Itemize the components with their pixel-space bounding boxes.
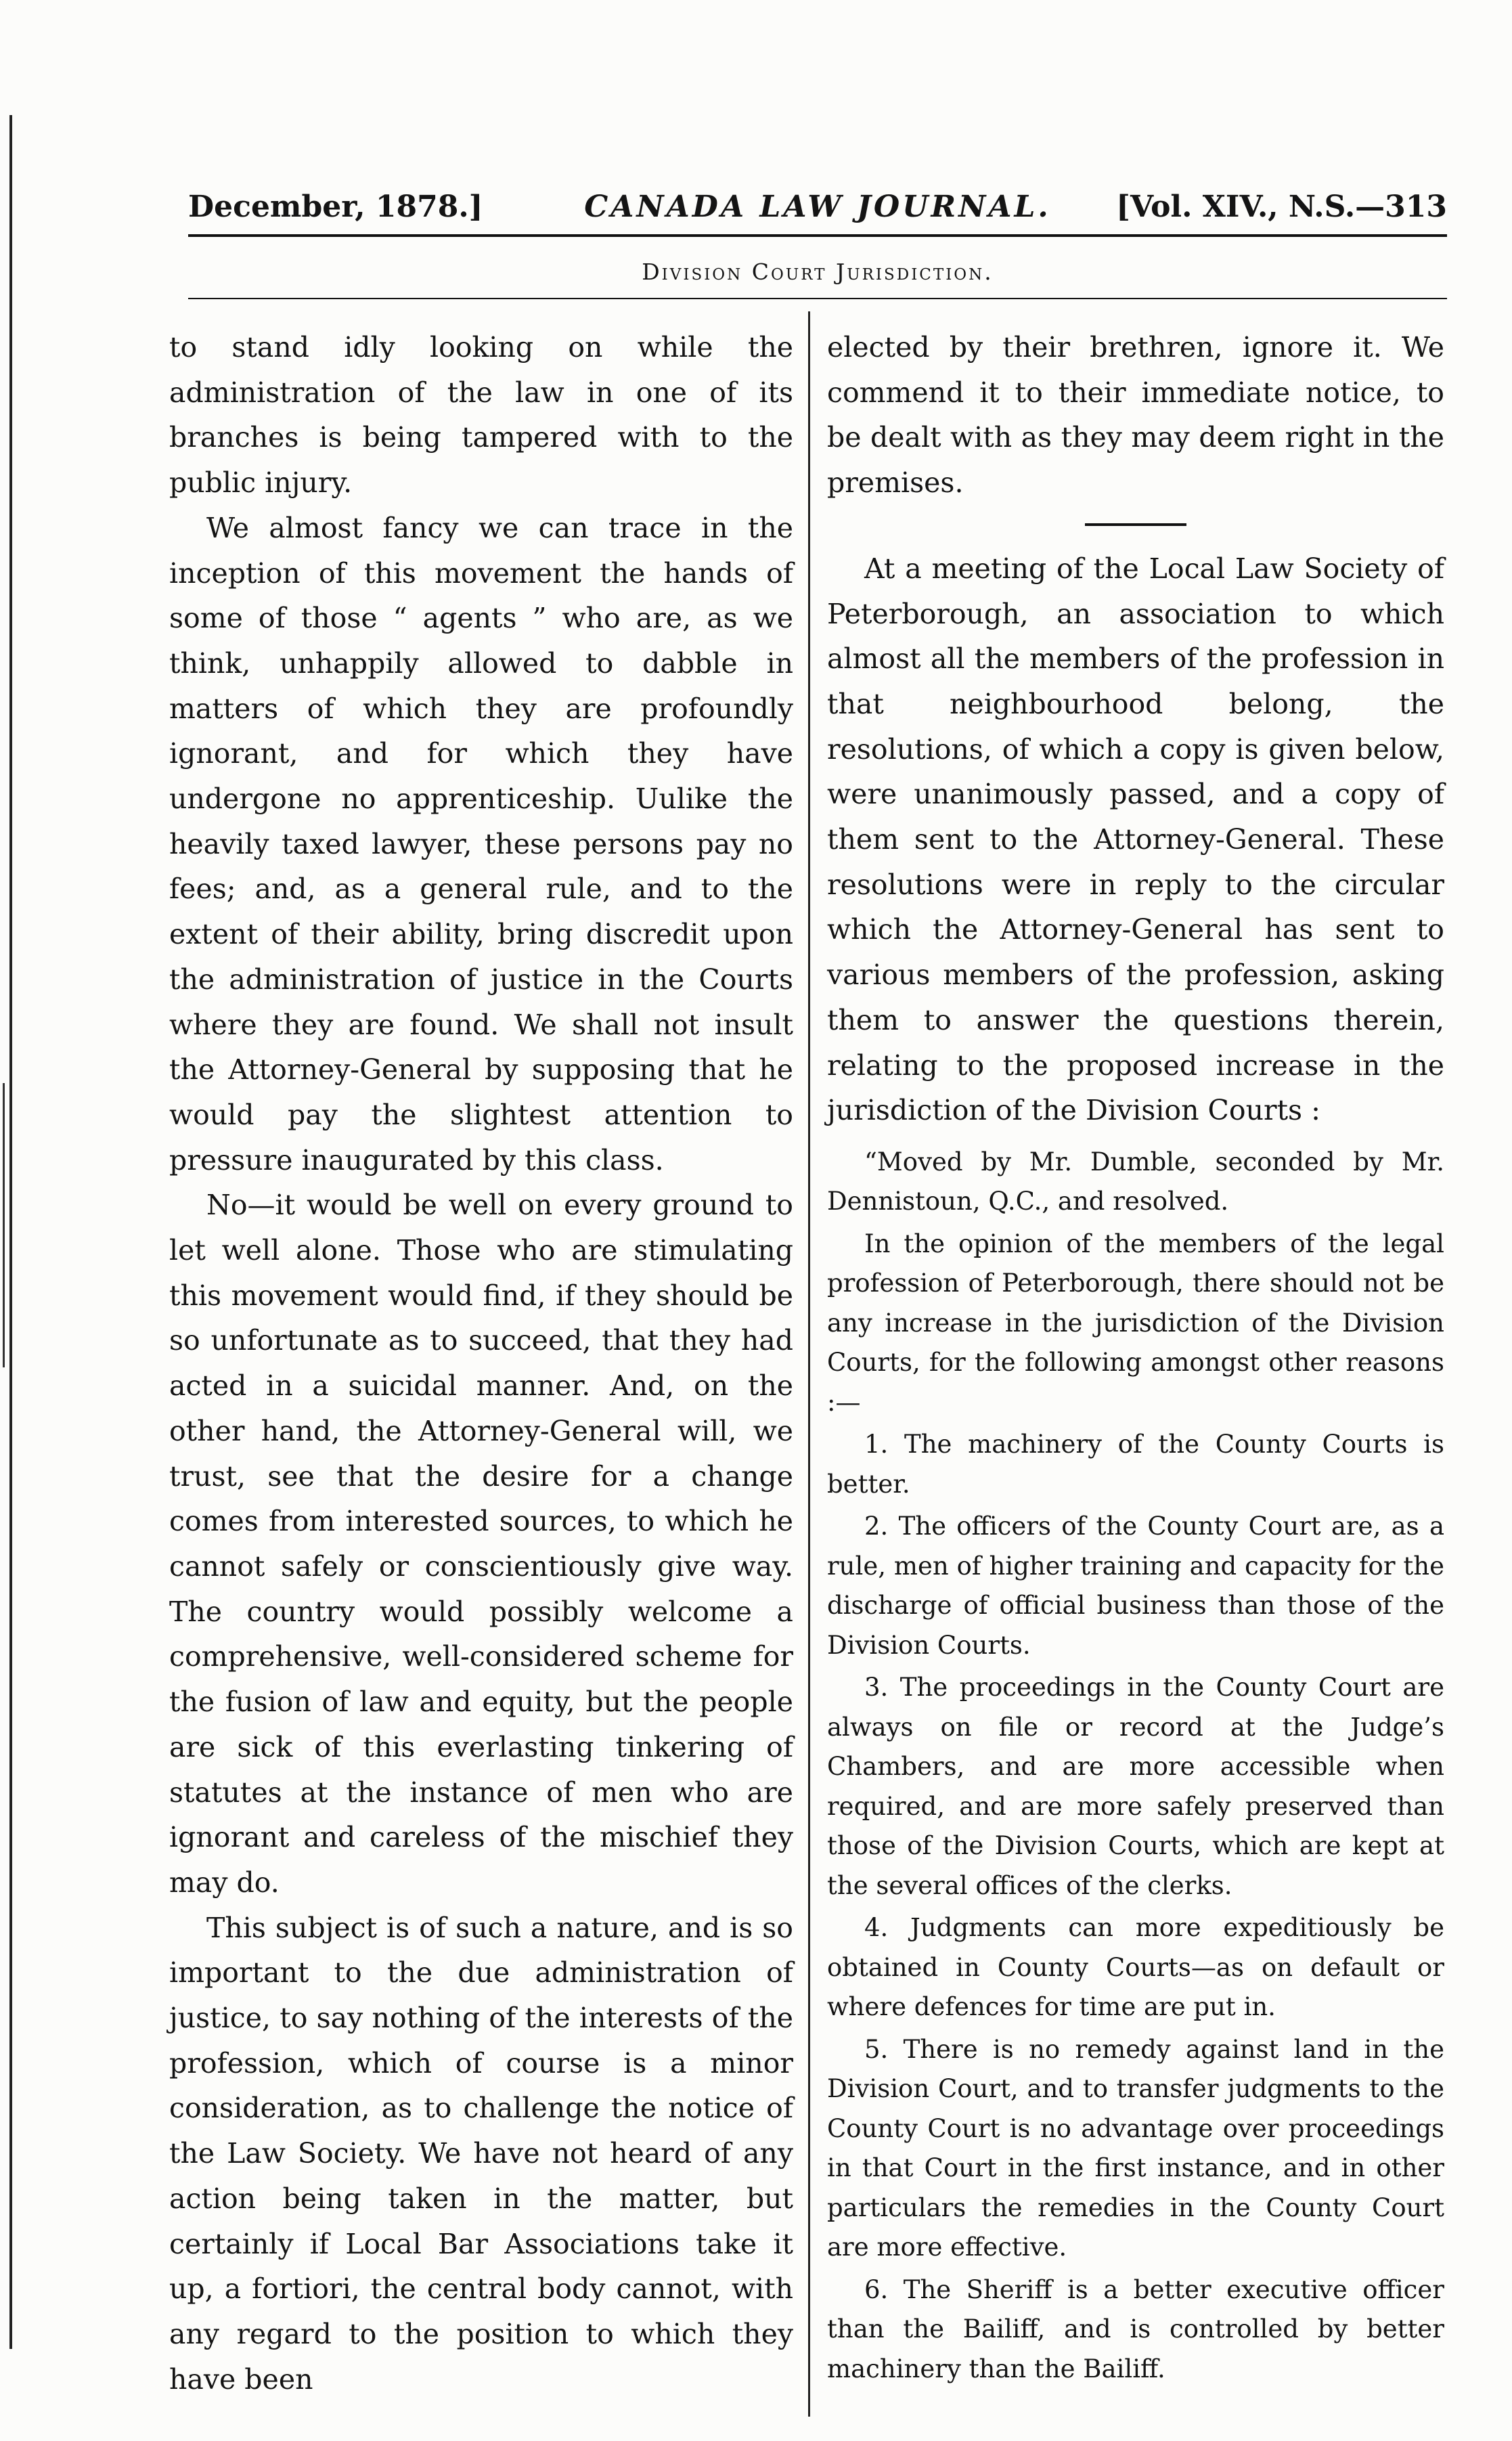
paragraph: to stand idly looking on while the administration of the law in one of its branches is being tampered with to the public injury.	[169, 331, 793, 500]
paragraph: We almost fancy we can trace in the inception of this movement the hands of some of those “ agents ” who are, as we think, unhappily allowed to dabble in matters of which they are profoundly ignorant, and for which they have undergone no apprenticeship. Uulike the heavily taxed lawyer, these persons pay no fees; and, as a general rule, and to the extent of their ability, bring discredit upon the administration of justice in the Courts where they are found. We shall not insult the Attorney-General by supposing that he would pay the slightest attention to pressure inaugurated by this class.	[169, 511, 793, 1176]
paragraph: No—it would be well on every ground to let well alone. Those who are stimulating this movement would find, if they should be so unfortunate as to succeed, that they had acted in a suicidal manner. And, on the other hand, the Attorney-General will, we trust, see that the desire for a change comes from interested sources, to which he cannot safely or conscientiously give way. The country would possibly welcome a comprehensive, well-considered scheme for the fusion of law and equity, but the people are sick of this everlasting tinkering of statutes at the instance of men who are ignorant and careless of the mischief they may do.	[169, 1189, 793, 1899]
running-header	[188, 183, 1447, 230]
binding-edge	[9, 115, 12, 2349]
resolution-reason: 4. Judgments can more expeditiously be obtained in County Courts—as on default or where defences for time are put in.	[827, 1913, 1444, 2022]
paragraph: elected by their brethren, ignore it. We commend it to their immediate notice, to be dealt with as they may deem right in the premises.	[827, 331, 1444, 500]
right-column	[827, 325, 1444, 2392]
left-column	[169, 325, 793, 2402]
resolution-reason: 5. There is no remedy against land in the Division Court, and to transfer judgments to the County Court is no advantage over proceedings in that Court in the first instance, and in other particulars the remedies in the County Court are more effective.	[827, 2034, 1444, 2262]
column-divider	[808, 311, 810, 2417]
section-rule	[188, 298, 1447, 299]
header-rule	[188, 234, 1447, 237]
resolution-reason: 6. The Sheriff is a better executive officer than the Bailiff, and is controlled by better machinery than the Bailiff.	[827, 2274, 1444, 2383]
paragraph: This subject is of such a nature, and is so important to the due administration of justice, to say nothing of the interests of the profession, which of course is a minor consideration, as to challenge the notice of the Law Society. We have not heard of any action being taken in the matter, but certainly if Local Bar Associations take it up, a fortiori, the central body cannot, with any regard to the position to which they have been	[169, 1911, 793, 2396]
binding-edge-mark	[3, 1083, 5, 1367]
paragraph: At a meeting of the Local Law Society of Peterborough, an association to which almost all the members of the profession in that neighbourhood belong, the resolutions, of which a copy is given below, were unanimously passed, and a copy of them sent to the Attorney-General. These resolutions were in reply to the circular which the Attorney-General has sent to various members of the profession, asking them to answer the questions therein, relating to the proposed increase in the jurisdiction of the Division Courts :	[827, 552, 1444, 1127]
resolution-intro: In the opinion of the members of the legal profession of Peterborough, there should not be any increase in the jurisdiction of the Division Courts, for the following amongst other reasons :—	[827, 1229, 1444, 1417]
header-journal-title: CANADA LAW JOURNAL.	[584, 190, 1051, 224]
resolution-block	[827, 1143, 1444, 2390]
header-date: December, 1878.]	[188, 190, 483, 224]
resolution-reason: 2. The officers of the County Court are, as a rule, men of higher training and capacity for the discharge of official business than those of the Division Courts.	[827, 1512, 1444, 1660]
resolution-moved: “Moved by Mr. Dumble, seconded by Mr. Dennistoun, Q.C., and resolved.	[827, 1147, 1444, 1216]
section-title: Division Court Jurisdiction.	[642, 259, 994, 285]
separator-rule	[1085, 523, 1186, 526]
resolution-reason: 3. The proceedings in the County Court are always on file or record at the Judge’s Chambers, and are more accessible when required, and are more safely preserved than those of the Division Courts, which are kept at the several offices of the clerks.	[827, 1673, 1444, 1900]
resolution-reason: 1. The machinery of the County Courts is better.	[827, 1430, 1444, 1499]
header-volume-page: [Vol. XIV., N.S.—313	[1116, 190, 1447, 224]
